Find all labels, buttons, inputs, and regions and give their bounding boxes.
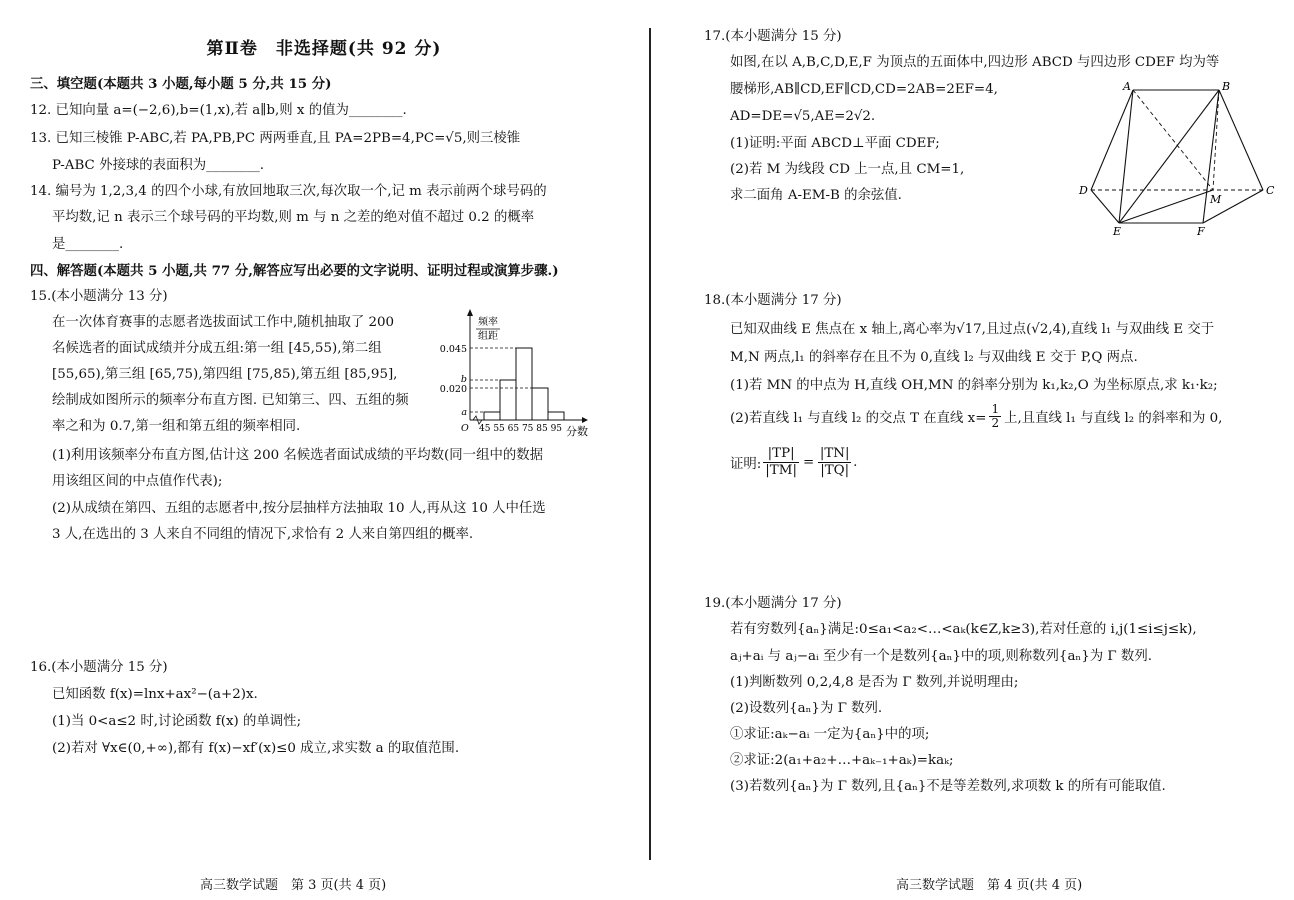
right-page: [652, 0, 1294, 900]
y-tick-0045: 0.045: [440, 344, 467, 355]
edge-bm: [1213, 90, 1219, 190]
x-ticks: 45 55 65 75 85 95: [479, 424, 563, 434]
fraction-tn-tq-num: |TN|: [819, 446, 850, 461]
fraction-tp-tm: [763, 446, 799, 479]
question-18-head: 18.(本小题满分 17 分): [704, 293, 842, 308]
proof-end: .: [853, 455, 858, 470]
question-12: 12. 已知向量 a=(−2,6),b=(1,x),若 a∥b,则 x 的值为________.: [30, 103, 407, 118]
origin-label: O: [461, 423, 469, 434]
question-16-head: 16.(本小题满分 15 分): [30, 660, 168, 675]
edge-de: [1091, 190, 1119, 223]
question-19-part-3: (3)若数列{aₙ}为 Γ 数列,且{aₙ}不是等差数列,求项数 k 的所有可能取值.: [730, 779, 1166, 794]
fraction-half-num: 1: [991, 402, 1000, 416]
question-18-part-2-post: 上,且直线 l₁ 与直线 l₂ 的斜率和为 0,: [1004, 411, 1223, 426]
question-15-part-1b: 用该组区间的中点值作代表);: [52, 474, 223, 489]
edge-bc: [1219, 90, 1263, 190]
edge-ae: [1119, 90, 1133, 223]
question-14-line-1: 14. 编号为 1,2,3,4 的四个小球,有放回地取三次,每次取一个,记 m 表示前两个球号码的: [30, 184, 547, 199]
question-17-text-3: AD=DE=√5,AE=2√2.: [730, 109, 876, 124]
fill-blank-header: 三、填空题(本题共 3 小题,每小题 5 分,共 15 分): [30, 76, 332, 92]
question-16-part-1: (1)当 0<a≤2 时,讨论函数 f(x) 的单调性;: [52, 714, 302, 729]
fraction-half: [989, 403, 1001, 430]
label-c: C: [1266, 184, 1275, 197]
y-label-top: 频率: [478, 317, 498, 328]
question-17-part-2a: (2)若 M 为线段 CD 上一点,且 CM=1,: [730, 162, 965, 177]
page-divider: [649, 28, 651, 860]
question-18-part-2-pre: (2)若直线 l₁ 与直线 l₂ 的交点 T 在直线 x=: [730, 411, 987, 426]
bar-group-4: [532, 388, 548, 420]
question-18-part-1: (1)若 MN 的中点为 H,直线 OH,MN 的斜率分别为 k₁,k₂,O 为坐标原点,求 k₁·k₂;: [730, 378, 1218, 393]
question-15-part-2a: (2)从成绩在第四、五组的志愿者中,按分层抽样方法抽取 10 人,再从这 10 人中任选: [52, 501, 546, 516]
equals-sign: =: [802, 455, 815, 470]
question-19-part-2: (2)设数列{aₙ}为 Γ 数列.: [730, 701, 883, 716]
fraction-tp-tm-num: |TP|: [767, 446, 795, 461]
question-18-part-2: [730, 403, 1222, 430]
question-17-head: 17.(本小题满分 15 分): [704, 29, 842, 44]
y-tick-b: b: [460, 374, 467, 385]
y-tick-0020: 0.020: [440, 384, 467, 395]
question-19-part-1: (1)判断数列 0,2,4,8 是否为 Γ 数列,并说明理由;: [730, 675, 1019, 690]
y-axis-arrow: [467, 309, 473, 316]
fraction-tp-tm-den: |TM|: [765, 463, 797, 478]
question-15-text-4: 绘制成如图所示的频率分布直方图. 已知第三、四、五组的频: [52, 393, 409, 408]
label-e: E: [1113, 225, 1122, 238]
bar-group-5: [548, 412, 564, 420]
bar-group-1: [484, 412, 500, 420]
bar-group-2: [500, 380, 516, 420]
question-14-line-3: 是________.: [52, 237, 124, 252]
edge-be: [1119, 90, 1219, 223]
x-unit: 分数: [566, 425, 588, 438]
proof-label: 证明:: [730, 457, 762, 472]
question-18-proof: [730, 446, 857, 479]
question-18-text-2: M,N 两点,l₁ 的斜率存在且不为 0,直线 l₂ 与双曲线 E 交于 P,Q 两点.: [730, 350, 1138, 365]
label-m: M: [1210, 193, 1222, 206]
question-17-part-2b: 求二面角 A-EM-B 的余弦值.: [730, 188, 902, 203]
y-tick-a: a: [461, 407, 467, 418]
bar-group-3: [516, 348, 532, 420]
question-15-text-2: 名候选者的面试成绩并分成五组:第一组 [45,55),第二组: [52, 341, 382, 356]
question-15-part-2b: 3 人,在选出的 3 人来自不同组的情况下,求恰有 2 人来自第四组的概率.: [52, 527, 474, 542]
question-17-part-1: (1)证明:平面 ABCD⊥平面 CDEF;: [730, 136, 940, 151]
question-19-part-2b: ②求证:2(a₁+a₂+…+aₖ₋₁+aₖ)=kaₖ;: [730, 753, 954, 768]
page-footer-right: 高三数学试题 第 4 页(共 4 页): [896, 878, 1083, 893]
section-title: 第Ⅱ卷 非选择题(共 92 分): [206, 39, 442, 59]
question-15-text-3: [55,65),第三组 [65,75),第四组 [75,85),第五组 [85,95],: [52, 367, 398, 382]
question-17-text-2: 腰梯形,AB∥CD,EF∥CD,CD=2AB=2EF=4,: [730, 82, 998, 97]
label-a: A: [1123, 80, 1131, 93]
question-19-text-2: aⱼ+aᵢ 与 aⱼ−aᵢ 至少有一个是数列{aₙ}中的项,则称数列{aₙ}为 Γ 数列.: [730, 649, 1152, 664]
question-15-head: 15.(本小题满分 13 分): [30, 289, 168, 304]
label-f: F: [1197, 225, 1205, 238]
edge-am: [1133, 90, 1213, 190]
edge-em: [1119, 190, 1213, 223]
y-label-bottom: 组距: [478, 331, 498, 342]
page-footer-left: 高三数学试题 第 3 页(共 4 页): [200, 878, 387, 893]
question-16-text: 已知函数 f(x)=lnx+ax²−(a+2)x.: [52, 687, 258, 702]
frequency-histogram: [440, 308, 595, 440]
edge-ad: [1091, 90, 1133, 190]
label-b: B: [1222, 80, 1231, 93]
question-15-text-1: 在一次体育赛事的志愿者选拔面试工作中,随机抽取了 200: [52, 315, 395, 330]
fraction-half-den: 2: [991, 416, 1000, 430]
question-16-part-2: (2)若对 ∀x∈(0,+∞),都有 f(x)−xf′(x)≤0 成立,求实数 a 的取值范围.: [52, 741, 460, 756]
question-13-line-2: P-ABC 外接球的表面积为________.: [52, 158, 265, 173]
question-15-part-1a: (1)利用该频率分布直方图,估计这 200 名候选者面试成绩的平均数(同一组中的数据: [52, 448, 544, 463]
fraction-tn-tq-den: |TQ|: [820, 463, 850, 478]
question-19-text-1: 若有穷数列{aₙ}满足:0≤a₁<a₂<…<aₖ(k∈Z,k≥3),若对任意的 i,j(1≤i≤j≤k),: [730, 622, 1197, 637]
question-15-text-5: 率之和为 0.7,第一组和第五组的频率相同.: [52, 419, 301, 434]
label-d: D: [1079, 184, 1088, 197]
question-18-text-1: 已知双曲线 E 焦点在 x 轴上,离心率为√17,且过点(√2,4),直线 l₁ 与双曲线 E 交于: [730, 322, 1215, 337]
question-14-line-2: 平均数,记 n 表示三个球号码的平均数,则 m 与 n 之差的绝对值不超过 0.2 的概率: [52, 210, 535, 225]
x-axis-arrow: [582, 417, 588, 423]
question-17-text-1: 如图,在以 A,B,C,D,E,F 为顶点的五面体中,四边形 ABCD 与四边形 CDEF 均为等: [730, 55, 1220, 70]
solve-header: 四、解答题(本题共 5 小题,共 77 分,解答应写出必要的文字说明、证明过程或演算步骤.): [30, 263, 559, 279]
question-19-part-2a: ①求证:aₖ−aᵢ 一定为{aₙ}中的项;: [730, 727, 930, 742]
question-13-line-1: 13. 已知三棱锥 P-ABC,若 PA,PB,PC 两两垂直,且 PA=2PB=4,PC=√5,则三棱锥: [30, 131, 521, 146]
fraction-tn-tq: [818, 446, 851, 479]
question-19-head: 19.(本小题满分 17 分): [704, 596, 842, 611]
pentahedron-figure: [1077, 78, 1277, 238]
